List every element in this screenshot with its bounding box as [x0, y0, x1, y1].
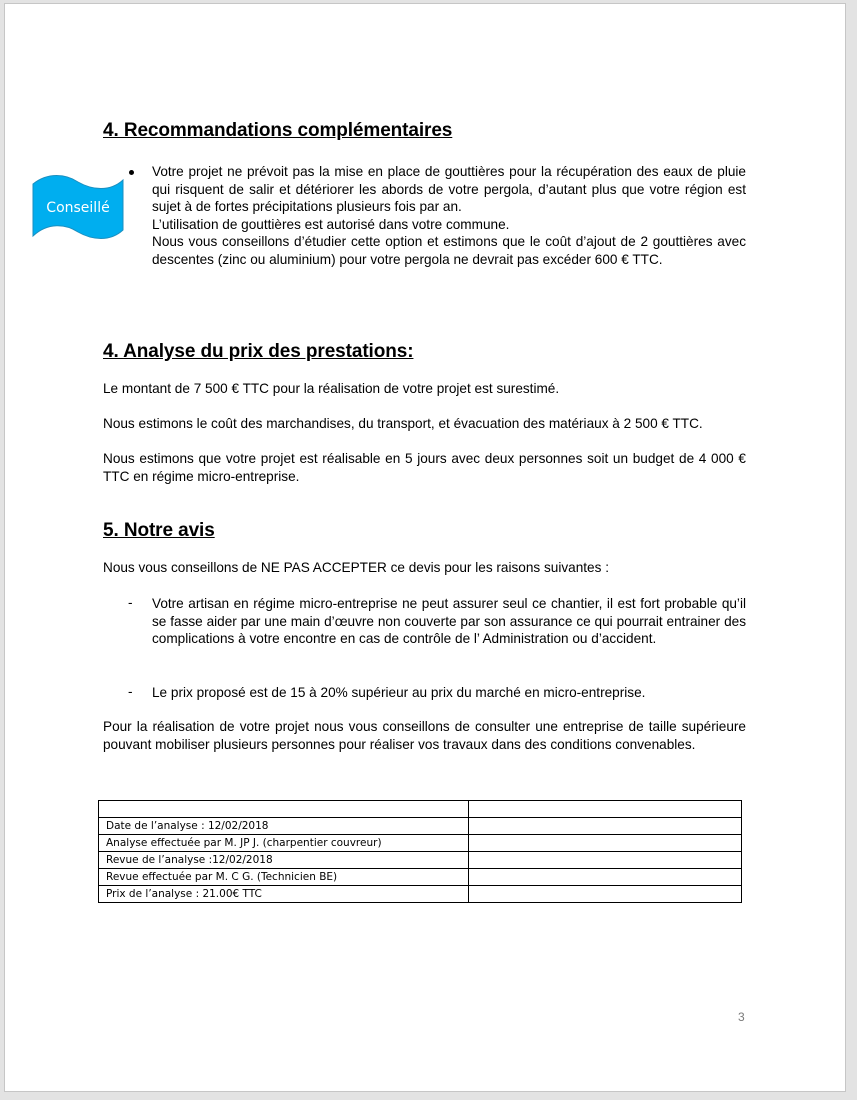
avis-reason-1: Votre artisan en régime micro-entreprise ne peut assurer seul ce chantier, il est fort probable qu’il se fasse aider par une main d’œuvre non couverte par son assurance ce qui pourrait entrainer des complications à votre encontre en cas de contrôle de l’ Administration ou d’accident.	[152, 596, 746, 646]
table-row	[99, 801, 742, 818]
table-row	[99, 818, 742, 835]
avis-reason-2: Le prix proposé est de 15 à 20% supérieur au prix du marché en micro-entreprise.	[152, 685, 646, 700]
table-row	[99, 886, 742, 903]
avis-conclusion: Pour la réalisation de votre projet nous vous conseillons de consulter une entreprise de taille supérieure pouvant mobiliser plusieurs personnes pour réaliser vos travaux dans des conditions convenables.	[103, 719, 746, 752]
dash-bullet-icon: -	[128, 595, 133, 610]
table-cell	[469, 886, 742, 903]
table-cell-date-revue: Revue de l’analyse :12/02/2018	[99, 852, 469, 869]
recommandation-line-1: Votre projet ne prévoit pas la mise en place de gouttières pour la récupération des eaux de pluie qui risquent de salir et détériorer les abords de votre pergola, d’autant plus que votre région est sujet à de fortes précipitations plusieurs fois par an.	[152, 164, 746, 214]
badge-label: Conseillé	[46, 200, 110, 216]
table-cell	[469, 801, 742, 818]
conseille-badge	[32, 174, 124, 242]
table-cell	[469, 818, 742, 835]
table-row	[99, 869, 742, 886]
recommandation-line-3: Nous vous conseillons d’étudier cette option et estimons que le coût d’ajout de 2 gouttières avec descentes (zinc ou aluminium) pour votre pergola ne devrait pas excéder 600 € TTC.	[152, 234, 746, 267]
table-row	[99, 835, 742, 852]
table-cell-analyste: Analyse effectuée par M. JP J. (charpentier couvreur)	[99, 835, 469, 852]
heading-recommandations: 4. Recommandations complémentaires	[103, 120, 453, 141]
recommandation-line-2: L’utilisation de gouttières est autorisé dans votre commune.	[152, 216, 510, 232]
recommandation-text	[152, 163, 746, 268]
analyse-paragraph-1: Le montant de 7 500 € TTC pour la réalisation de votre projet est surestimé.	[103, 381, 560, 396]
table-cell-date-analyse: Date de l’analyse : 12/02/2018	[99, 818, 469, 835]
table-row	[99, 852, 742, 869]
table-cell	[469, 835, 742, 852]
page-number: 3	[738, 1010, 745, 1024]
analyse-paragraph-3: Nous estimons que votre projet est réalisable en 5 jours avec deux personnes soit un budget de 4 000 € TTC en régime micro-entreprise.	[103, 451, 746, 484]
analysis-info-table	[98, 800, 742, 903]
table-cell	[99, 801, 469, 818]
heading-avis: 5. Notre avis	[103, 520, 215, 541]
bullet-icon	[129, 170, 134, 175]
heading-analyse: 4. Analyse du prix des prestations:	[103, 341, 414, 362]
dash-bullet-icon: -	[128, 684, 133, 699]
table-cell-reviseur: Revue effectuée par M. C G. (Technicien BE)	[99, 869, 469, 886]
analyse-paragraph-2: Nous estimons le coût des marchandises, du transport, et évacuation des matériaux à 2 500 € TTC.	[103, 416, 703, 431]
table-cell-prix-analyse: Prix de l’analyse : 21.00€ TTC	[99, 886, 469, 903]
table-cell	[469, 852, 742, 869]
table-cell	[469, 869, 742, 886]
avis-intro: Nous vous conseillons de NE PAS ACCEPTER ce devis pour les raisons suivantes :	[103, 560, 609, 575]
